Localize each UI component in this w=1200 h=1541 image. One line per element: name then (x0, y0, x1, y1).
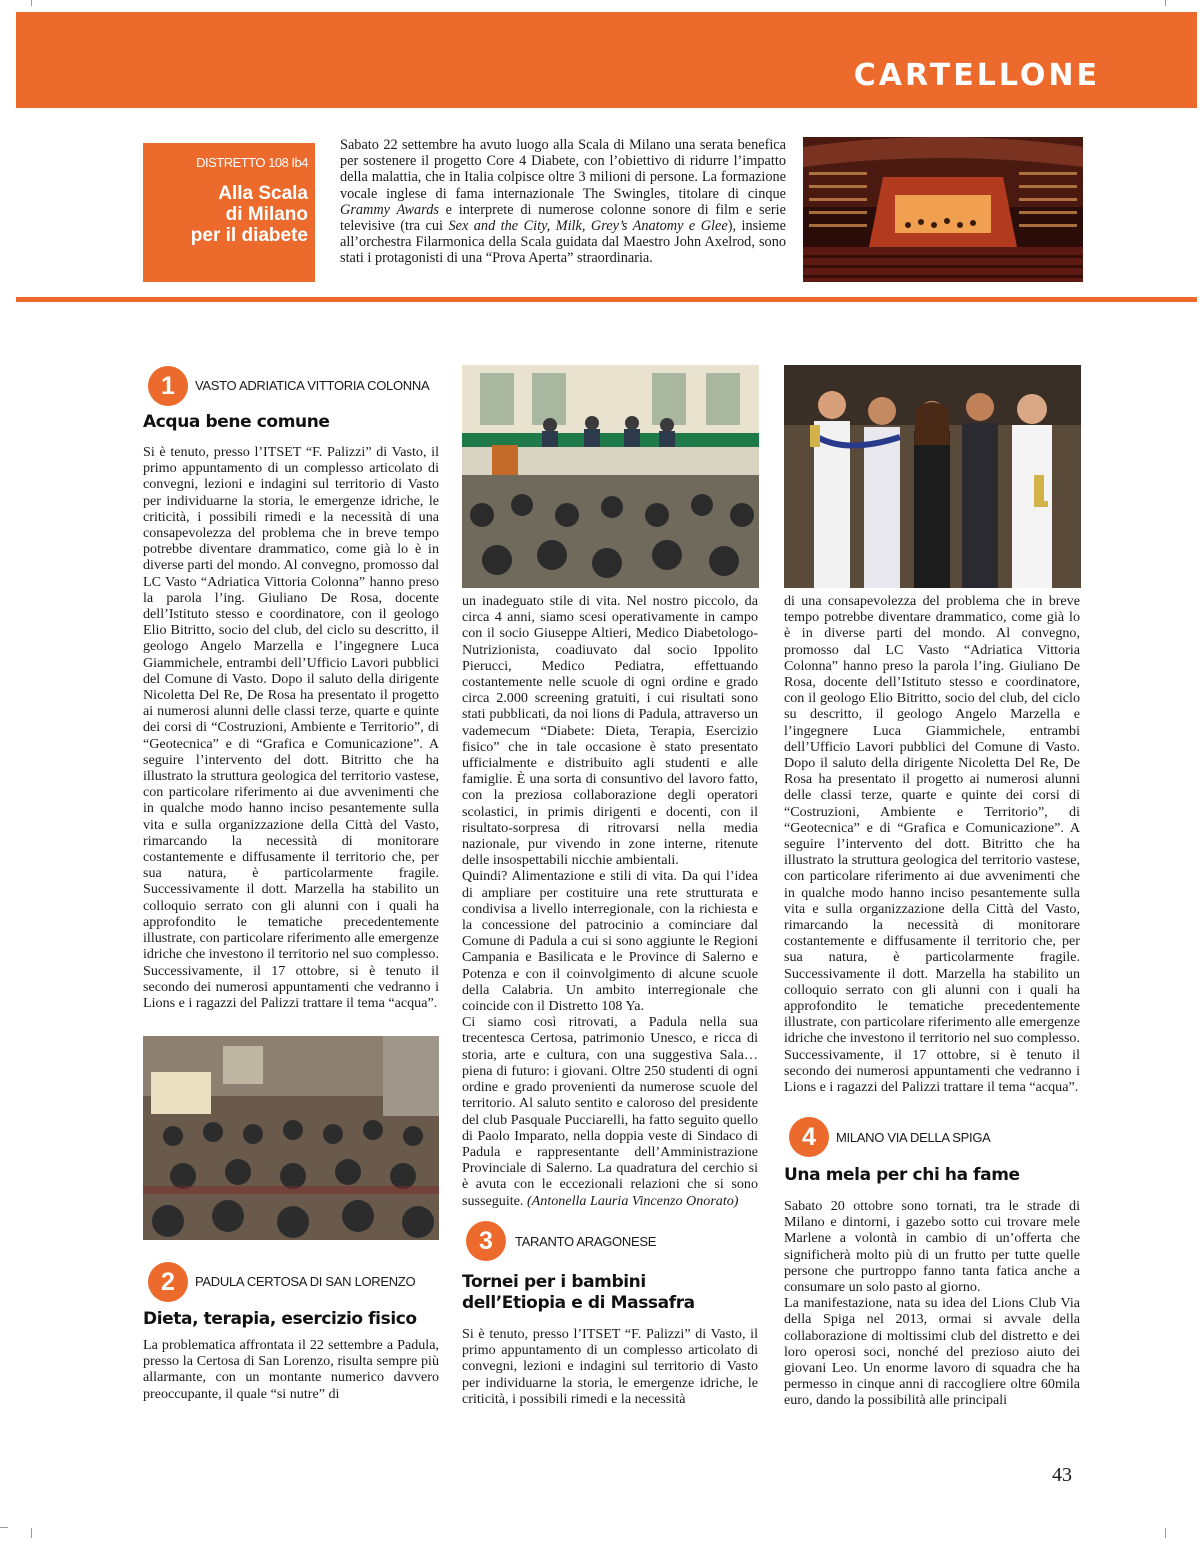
feature-title-line: di Milano (225, 204, 308, 225)
feature-text (340, 137, 786, 267)
feature-text-italic: Grammy Awards (340, 201, 439, 218)
article-2-paragraph: un inadeguato stile di vita. Nel nostro piccolo, da circa 4 anni, siamo scesi operativamente in campo con il socio Giuseppe Altieri, Medico Diabetologo-Nutrizionista, coadiuvato dal socio Ippolito Pierucci, Medico Pediatra, effettuando costantemente nelle scuole di ogni ordine e grado circa 2.000 screening gratuiti, i cui risultati sono stati pubblicati, da noi lions di Padula, attraverso un vademecum “Diabete: Dieta, Terapia, Esercizio fisico” che in tale occasione è stato presentato ufficialmente e distribuito agli studenti e alle famiglie. È una sorta di consuntivo del lavoro fatto, con la preziosa collaborazione degli operatori scolastici, in primis dirigenti e docenti, con il risultato-sorpresa di ritrovarsi nella media nazionale, pur vivendo in zone interne, ritenute delle insospettabili nicchie ambientali. (462, 593, 758, 869)
article-2-body-continued (462, 593, 758, 1209)
article-2-paragraph (462, 1014, 758, 1208)
article-4-title: Una mela per chi ha fame (784, 1165, 1020, 1185)
article-2-paragraph: Quindi? Alimentazione e stili di vita. Da qui l’idea di ampliare per costituire una rete strutturata e condivisa a livello interregionale, con la richiesta e la concessione del patrocinio a cominciare dal Comune di Padula a cui si sono aggiunte le Regioni Campania e Basilicata e le Province di Salerno e Potenza e con il coinvolgimento di alcune scuole della Calabria. Un ambito interregionale che coincide con il Distretto 108 Ya. (462, 868, 758, 1015)
page-number: 43 (1052, 1464, 1072, 1486)
article-2-title: Dieta, terapia, esercizio fisico (143, 1309, 417, 1329)
article-3-body-continued: di una consapevolezza del problema che in breve tempo potrebbe diventare drammatico, come già lo è in diverse parti del mondo. Al convegno, promosso dal LC Vasto “Adriatica Vittoria Colonna” hanno preso la parola l’ing. Giuliano De Rosa, docente dell’Istituto stesso e coordinatore, con il geologo Elio Bitritto, socio del club, del ciclo su descritto, il geologo Angelo Marzella e l’ingegnere Luca Giammichele, entrambi dell’Ufficio Lavori pubblici del Comune di Vasto. Dopo il saluto della dirigente Nicoletta Del Re, De Rosa ha presentato il progetto ai numerosi alunni delle classi terze, quarte e quinte dei corsi di “Costruzioni, Ambiente e Territorio”, di “Geotecnica” e di “Grafica e Comunicazione”. A seguire l’intervento del dott. Bitritto che ha illustrato la struttura geologica del territorio vastese, con particolare riferimento ai due avvenimenti che in qualche modo hanno inciso pesantemente sulla vita e sulla organizzazione della Città del Vasto, rimarcando la necessità di monitorare costantemente e diffusamente il territorio che, per sua natura, è particolarmente fragile. Successivamente il dott. Marzella ha stabilito un colloquio serrato con gli alunni con i quali ha approfondito le tematiche precedentemente illustrate, con particolare riferimento alle emergenze idriche che investono il territorio nel suo complesso. Successivamente, il 17 ottobre, si è tenuto il secondo dei numerosi appuntamenti che vedranno i Lions e i ragazzi del Palizzi trattare il tema “acqua”. (784, 593, 1080, 1096)
article-4-kicker: MILANO VIA DELLA SPIGA (836, 1130, 991, 1145)
article-2-body: La problematica affrontata il 22 settembre a Padula, presso la Certosa di San Lorenzo, risulta sempre più allarmante, con un montante numerico davvero preoccupante, il quale “si nutre” di (143, 1337, 439, 1402)
article-1-body: Si è tenuto, presso l’ITSET “F. Palizzi” di Vasto, il primo appuntamento di un complesso articolato di convegni, lezioni e indagini sul territorio di Vasto per individuarne la storia, le emergenze idriche, le criticità, i possibili rimedi e la necessità di una consapevolezza del problema che in breve tempo potrebbe diventare drammatico, come già lo è in diverse parti del mondo. Al convegno, promosso dal LC Vasto “Adriatica Vittoria Colonna” hanno preso la parola l’ing. Giuliano De Rosa, docente dell’Istituto stesso e coordinatore, con il geologo Elio Bitritto, socio del club, del ciclo su descritto, il geologo Angelo Marzella e l’ingegnere Luca Giammichele, entrambi dell’Ufficio Lavori pubblici del Comune di Vasto. Dopo il saluto della dirigente Nicoletta Del Re, De Rosa ha presentato il progetto ai numerosi alunni delle classi terze, quarte e quinte dei corsi di “Costruzioni, Ambiente e Territorio”, di “Geotecnica” e di “Grafica e Comunicazione”. A seguire l’intervento del dott. Bitritto che ha illustrato la struttura geologica del territorio vastese, con particolare riferimento ai due avvenimenti che in qualche modo hanno inciso pesantemente sulla vita e sulla organizzazione della Città del Vasto, rimarcando la necessità di monitorare costantemente e diffusamente il territorio che, per sua natura, è particolarmente fragile. Successivamente il dott. Marzella ha stabilito un colloquio serrato con gli alunni con i quali ha approfondito le tematiche precedentemente illustrate, con particolare riferimento alle emergenze idriche che investono il territorio nel suo complesso. Successivamente, il 17 ottobre, si è tenuto il secondo dei numerosi appuntamenti che vedranno i Lions e i ragazzi del Palizzi trattare il tema “acqua”. (143, 444, 439, 1011)
crop-mark (31, 1528, 32, 1538)
crop-mark (1165, 1528, 1166, 1538)
classroom-photo (143, 1036, 439, 1240)
theater-photo-art (803, 137, 1083, 282)
article-3-title-line: Tornei per i bambini (462, 1272, 646, 1292)
feature-text-part: ), insieme all’orchestra Filarmonica della Scala guidata dal Maestro John Axelrod, sono stati i protagonisti di una “Prova Aperta” straordinaria. (340, 218, 786, 267)
conference-photo (462, 365, 759, 588)
crop-mark (1165, 0, 1166, 6)
district-box (143, 143, 315, 282)
article-2-kicker: PADULA CERTOSA DI SAN LORENZO (195, 1274, 416, 1289)
article-1-number-badge: 1 (148, 366, 188, 406)
article-2-credit: (Antonella Lauria Vincenzo Onorato) (526, 1192, 739, 1209)
article-2-number-badge: 2 (148, 1262, 188, 1302)
article-4-number-badge: 4 (789, 1117, 829, 1157)
winners-photo (784, 365, 1081, 588)
winners-photo-art (784, 365, 1081, 588)
feature-text-part: Sabato 22 settembre ha avuto luogo alla Scala di Milano una serata benefica per sostenere il progetto Core 4 Diabete, con l’obiettivo di ridurre l’impatto della malattia, che in Italia colpisce oltre 3 milioni di persone. La formazione vocale inglese di fama internazionale The Swingles, titolare di cinque (340, 137, 786, 202)
article-3-body: Si è tenuto, presso l’ITSET “F. Palizzi” di Vasto, il primo appuntamento di un complesso articolato di convegni, lezioni e indagini sul territorio di Vasto per individuarne la storia, le emergenze idriche, le criticità, i possibili rimedi e la necessità (462, 1326, 758, 1407)
feature-text-part: e interprete di numerose colonne sonore di film e serie televisive (tra cui (340, 201, 786, 235)
feature-title (143, 183, 308, 246)
crop-mark (31, 0, 32, 6)
feature-rule (16, 297, 1197, 302)
article-3-title (462, 1272, 695, 1314)
feature-title-line: per il diabete (190, 225, 308, 246)
article-4-body (784, 1198, 1080, 1409)
conference-photo-art (462, 365, 759, 588)
theater-photo (803, 137, 1083, 282)
article-3-kicker: TARANTO ARAGONESE (515, 1234, 657, 1249)
article-4-paragraph: Sabato 20 ottobre sono tornati, tra le strade di Milano e dintorni, i gazebo sotto cui trovare mele Marlene a volontà in cambio di un’offerta che significherà molto più di un frutto per tutte quelle persone che purtroppo fanno tanta fatica anche a consumare un solo pasto al giorno. (784, 1198, 1080, 1296)
article-2-paragraph-text: Ci siamo così ritrovati, a Padula nella sua trecentesca Certosa, patrimonio Unesco, e ricca di storia, arte e cultura, con una suggestiva Sala… piena di futuro: i giovani. Oltre 250 studenti di ogni ordine e grado provenienti da numerose scuole del territorio. Al saluto sentito e caloroso del presidente del club Pasquale Pucciarelli, ha fatto seguito quello di Paolo Imparato, nella doppia veste di Sindaco di Padula e rappresentante dell’Amministrazione Provinciale di Salerno. La quadratura del cerchio si è avuta con le eccezionali relazioni che si sono susseguite. (462, 1014, 758, 1209)
article-1-title: Acqua bene comune (143, 412, 330, 432)
feature-title-line: Alla Scala (218, 183, 308, 204)
district-label: DISTRETTO 108 Ib4 (196, 155, 308, 170)
article-4-paragraph: La manifestazione, nata su idea del Lions Club Via della Spiga nel 2013, ormai si avvale della collaborazione di moltissimi club del distretto e dei loro operosi soci, nonché del prezioso aiuto dei giovani Leo. Un enorme lavoro di squadra che ha permesso in cinque anni di raccogliere oltre 60mila euro, dando la possibilità alle principali (784, 1295, 1080, 1409)
article-3-number-badge: 3 (466, 1221, 506, 1261)
article-3-title-line: dell’Etiopia e di Massafra (462, 1293, 695, 1313)
section-title: CARTELLONE (853, 58, 1100, 93)
classroom-photo-art (143, 1036, 439, 1240)
feature-text-italic: Sex and the City, Milk, Grey’s Anatomy e Glee (448, 218, 728, 235)
article-1-kicker: VASTO ADRIATICA VITTORIA COLONNA (195, 378, 430, 393)
crop-mark (0, 1527, 8, 1528)
